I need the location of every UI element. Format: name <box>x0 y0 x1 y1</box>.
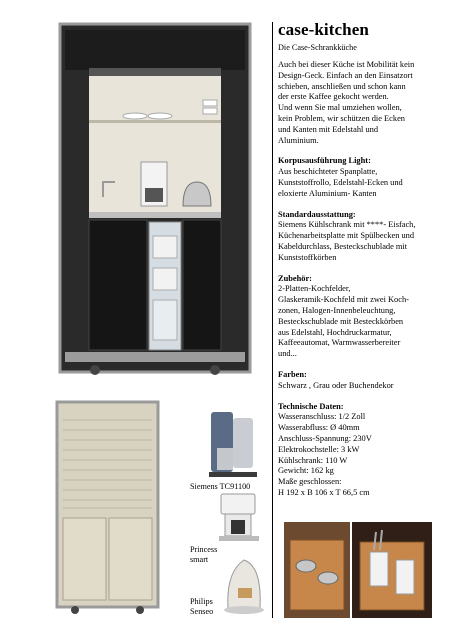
philips-senseo-photo <box>218 552 270 616</box>
section-line: Kühlschrank: 110 W <box>278 455 348 465</box>
section-line: Anschluss-Spannung: 230V <box>278 433 372 443</box>
section-line: Kunststoffrollo, Edelstahl-Ecken und <box>278 177 403 187</box>
siemens-coffee-machine-photo <box>205 408 263 480</box>
section-heading: Zubehör: <box>278 273 312 283</box>
cutlery-drawer-photo-right <box>352 522 432 618</box>
closed-cabinet-photo <box>55 400 160 615</box>
section-heading: Technische Daten: <box>278 401 344 411</box>
princess-label-line2: smart <box>190 555 209 564</box>
section-heading: Standardausstattung: <box>278 209 356 219</box>
intro-line: Design-Geck. Einfach an den Einsatzort <box>278 70 413 80</box>
section-line: aus Edelstahl, Hochdruckarmatur, <box>278 327 392 337</box>
section-heading: Farben: <box>278 369 307 379</box>
section-heading: Korpusausführung Light: <box>278 156 371 166</box>
intro-line: Aluminium. <box>278 135 319 145</box>
siemens-label: Siemens TC91100 <box>190 482 251 491</box>
section-korpus <box>278 156 448 199</box>
section-line: zonen, Halogen-Innenbeleuchtung, <box>278 305 396 315</box>
section-zubehoer <box>278 274 448 360</box>
section-line: Besteckschublade mit Besteckkörben <box>278 316 404 326</box>
section-technische-daten <box>278 402 448 499</box>
intro-line: der erste Kaffee gekocht werden. <box>278 92 389 102</box>
section-line: und... <box>278 349 297 359</box>
open-kitchen-photo <box>55 22 255 382</box>
section-line: Wasseranschluss: 1/2 Zoll <box>278 412 366 422</box>
intro-line: kein Problem, wir schützen die Ecken <box>278 113 405 123</box>
intro-line: Auch bei dieser Küche ist Mobilität kein <box>278 60 415 69</box>
section-standard <box>278 210 448 264</box>
philips-label-line2: Senseo <box>190 607 214 616</box>
princess-label-line1: Princess <box>190 545 218 554</box>
intro-line: und Kanten mit Edelstahl und <box>278 124 379 134</box>
section-line: Wasserabfluss: Ø 40mm <box>278 423 360 433</box>
section-line: Siemens Kühlschrank mit ****- Eisfach, <box>278 220 416 230</box>
section-line: eloxierte Aluminium- Kanten <box>278 188 377 198</box>
princess-coffee-machine-photo <box>215 490 265 545</box>
section-line: Maße geschlossen: <box>278 477 342 487</box>
section-line: Aus beschichteter Spanplatte, <box>278 167 378 177</box>
cutlery-drawer-photo-left <box>284 522 350 618</box>
intro-paragraph <box>278 60 448 146</box>
section-farben <box>278 370 448 392</box>
section-line: 2-Platten-Kochfelder, <box>278 284 351 294</box>
section-line: Kaffeeautomat, Warmwasserbereiter <box>278 338 401 348</box>
section-line: Elektrokochstelle: 3 kW <box>278 444 360 454</box>
philips-label-line1: Philips <box>190 597 213 606</box>
section-line: Kunststoffkörben <box>278 252 337 262</box>
page-title: case-kitchen <box>278 20 369 39</box>
page-subtitle: Die Case-Schrankküche <box>278 43 357 52</box>
column-divider <box>272 22 273 618</box>
section-line: Gewicht: 162 kg <box>278 466 334 476</box>
section-line: Kabeldurchlass, Besteckschublade mit <box>278 241 408 251</box>
section-line: Küchenarbeitsplatte mit Spülbecken und <box>278 231 415 241</box>
section-line: H 192 x B 106 x T 66,5 cm <box>278 487 370 497</box>
section-line: Schwarz , Grau oder Buchendekor <box>278 380 394 390</box>
intro-line: Und wenn Sie mal umziehen wollen, <box>278 103 402 113</box>
section-line: Glaskeramik-Kochfeld mit zwei Koch- <box>278 295 409 305</box>
description-column <box>278 60 448 509</box>
intro-line: schieben, anschließen und schon kann <box>278 81 406 91</box>
